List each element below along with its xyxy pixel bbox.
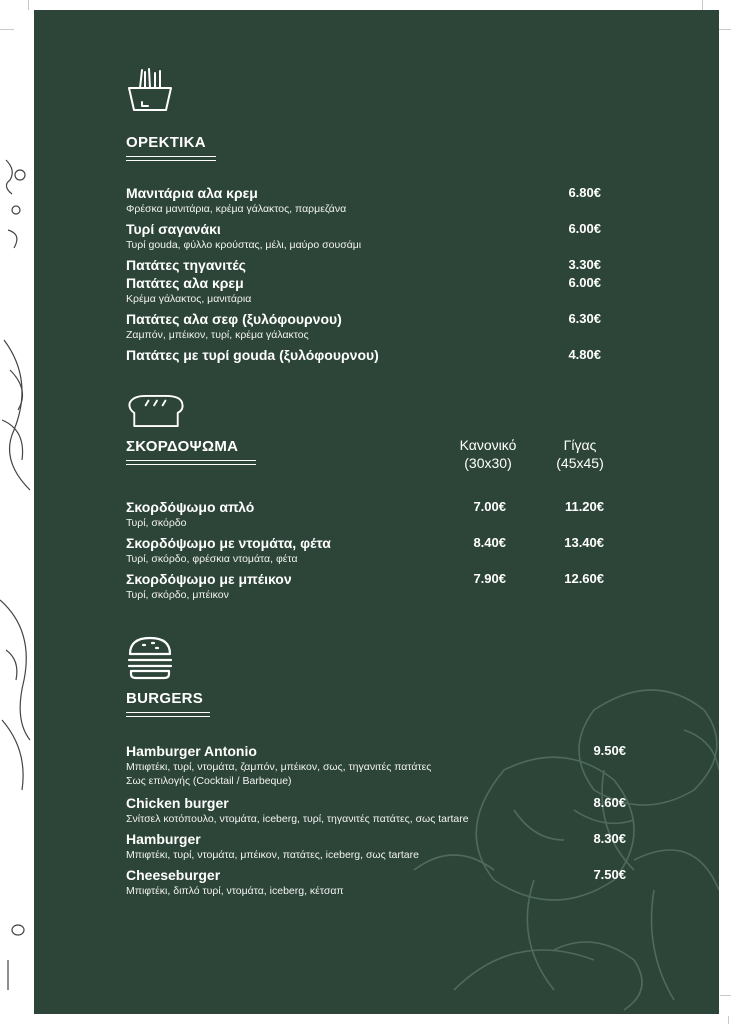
item-price: 8.60€ <box>593 795 626 810</box>
item-price: 3.30€ <box>568 257 601 272</box>
list-item <box>126 274 616 306</box>
item-description: Μπιφτέκι, τυρί, ντομάτα, μπέικον, πατάτες, iceberg, σως tartare <box>126 849 419 861</box>
item-name: Τυρί σαγανάκι <box>126 221 221 237</box>
list-item <box>126 866 626 898</box>
item-price-giant: 13.40€ <box>564 535 604 550</box>
crop-mark <box>0 29 14 30</box>
item-name: Chicken burger <box>126 795 229 811</box>
item-price: 6.30€ <box>568 311 601 326</box>
item-name: Σκορδόψωμο με ντομάτα, φέτα <box>126 535 331 551</box>
item-price: 6.00€ <box>568 275 601 290</box>
list-item <box>126 498 616 530</box>
size-dimension: (30x30) <box>464 455 512 471</box>
item-price-regular: 7.00€ <box>473 499 506 514</box>
item-description: Τυρί, σκόρδο <box>126 517 187 529</box>
item-price-giant: 11.20€ <box>564 499 604 514</box>
size-header-giant <box>535 436 625 472</box>
list-item <box>126 184 616 216</box>
item-description: Τυρί gouda, φύλλο κρούστας, μέλι, μαύρο σουσάμι <box>126 239 362 251</box>
size-label: Κανονικό <box>459 437 517 453</box>
list-item <box>126 534 616 566</box>
section-title: BURGERS <box>126 690 204 707</box>
size-label: Γίγας <box>563 437 597 453</box>
item-description: Σως επιλογής (Cocktail / Barbeque) <box>126 775 292 787</box>
item-description: Τυρί, σκόρδο, μπέικον <box>126 589 229 601</box>
fries-icon <box>126 68 174 112</box>
sketch-decoration-icon <box>0 120 34 1020</box>
burger-icon <box>126 636 174 680</box>
item-price: 9.50€ <box>593 743 626 758</box>
item-description: Κρέμα γάλακτος, μανιτάρια <box>126 293 252 305</box>
crop-mark <box>728 1016 729 1024</box>
list-item <box>126 742 626 788</box>
item-name: Πατάτες με τυρί gouda (ξυλόφουρνου) <box>126 347 379 363</box>
item-name: Μανιτάρια αλα κρεμ <box>126 185 258 201</box>
item-name: Hamburger Antonio <box>126 743 257 759</box>
size-dimension: (45x45) <box>556 455 604 471</box>
item-description: Μπιφτέκι, τυρί, ντομάτα, ζαμπόν, μπέικον, σως, τηγανιτές πατάτες <box>126 761 432 773</box>
item-description: Φρέσκα μανιτάρια, κρέμα γάλακτος, παρμεζάνα <box>126 203 347 215</box>
item-price: 6.80€ <box>568 185 601 200</box>
section-title: ΣΚΟΡΔΟΨΩΜΑ <box>126 438 239 455</box>
item-price: 8.30€ <box>593 831 626 846</box>
list-item <box>126 570 616 602</box>
item-price-giant: 12.60€ <box>564 571 604 586</box>
list-item <box>126 220 616 252</box>
section-divider <box>126 156 216 161</box>
section-burgers <box>126 636 646 906</box>
item-name: Σκορδόψωμο με μπέικον <box>126 571 292 587</box>
list-item <box>126 794 626 826</box>
section-title: ΟΡΕΚΤΙΚΑ <box>126 134 206 151</box>
item-name: Σκορδόψωμο απλό <box>126 499 255 515</box>
item-description: Σνίτσελ κοτόπουλο, ντομάτα, iceberg, τυρί, τηγανιτές πατάτες, σως tartare <box>126 813 469 825</box>
item-description: Ζαμπόν, μπέικον, τυρί, κρέμα γάλακτος <box>126 329 309 341</box>
item-price-regular: 7.90€ <box>473 571 506 586</box>
item-description: Μπιφτέκι, διπλό τυρί, ντομάτα, iceberg, κέτσαπ <box>126 885 344 897</box>
section-skordopsomo <box>126 394 646 604</box>
bread-icon <box>126 394 186 428</box>
size-header-regular <box>443 436 533 472</box>
menu-page <box>34 10 719 1014</box>
item-price: 6.00€ <box>568 221 601 236</box>
list-item <box>126 830 626 862</box>
item-name: Cheeseburger <box>126 867 221 883</box>
list-item <box>126 256 616 274</box>
list-item <box>126 346 616 364</box>
item-price-regular: 8.40€ <box>473 535 506 550</box>
item-name: Πατάτες τηγανιτές <box>126 257 246 273</box>
item-price: 4.80€ <box>568 347 601 362</box>
item-name: Πατάτες αλα κρεμ <box>126 275 244 291</box>
item-name: Hamburger <box>126 831 201 847</box>
item-description: Τυρί, σκόρδο, φρέσκια ντομάτα, φέτα <box>126 553 298 565</box>
item-price: 7.50€ <box>593 867 626 882</box>
section-divider <box>126 712 210 717</box>
item-name: Πατάτες αλα σεφ (ξυλόφουρνου) <box>126 311 342 327</box>
crop-mark <box>28 0 29 10</box>
section-orektika <box>126 68 646 368</box>
list-item <box>126 310 616 342</box>
crop-mark <box>720 995 731 996</box>
section-divider <box>126 460 256 465</box>
